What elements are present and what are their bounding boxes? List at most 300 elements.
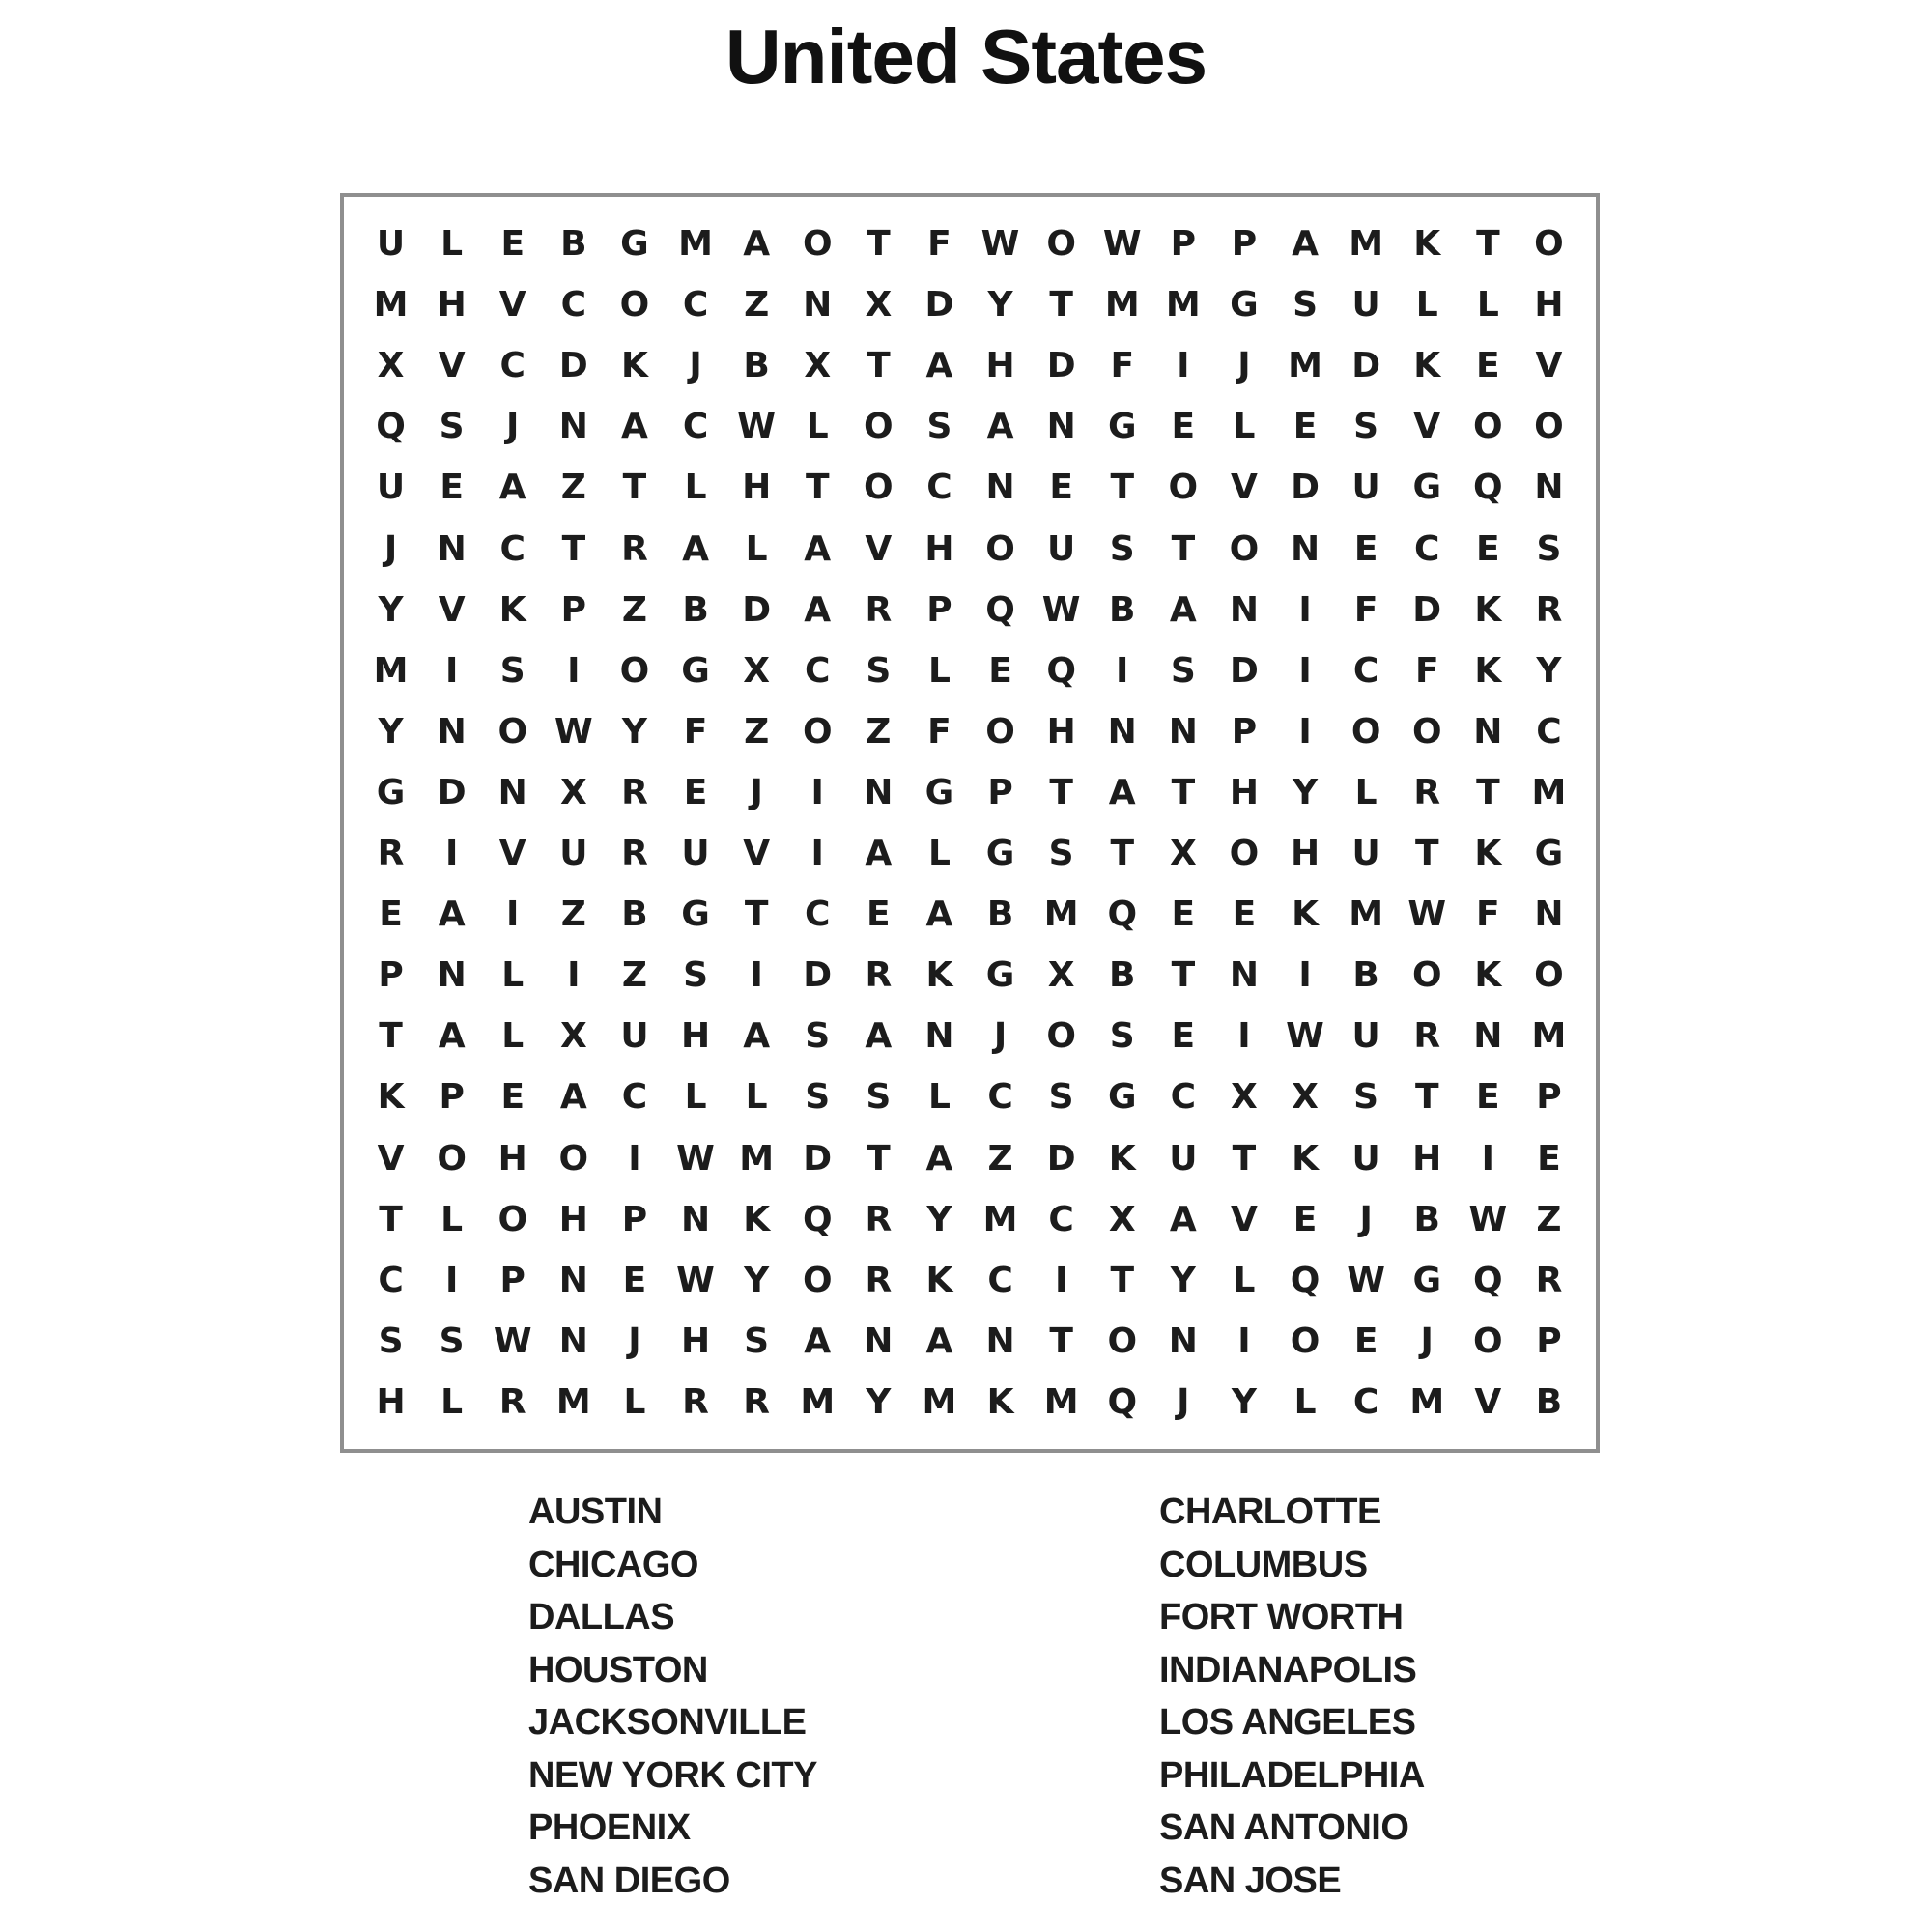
grid-cell[interactable]: H: [742, 468, 772, 508]
grid-cell[interactable]: L: [927, 834, 951, 874]
grid-cell[interactable]: E: [988, 650, 1012, 691]
grid-cell[interactable]: I: [444, 650, 459, 691]
grid-cell[interactable]: L: [1233, 1260, 1256, 1300]
grid-cell[interactable]: C: [682, 285, 709, 326]
grid-cell[interactable]: V: [438, 589, 466, 630]
grid-cell[interactable]: I: [567, 955, 581, 996]
grid-cell[interactable]: B: [621, 895, 648, 935]
grid-cell[interactable]: M: [982, 1199, 1018, 1239]
grid-cell[interactable]: X: [1169, 834, 1197, 874]
grid-cell[interactable]: H: [1229, 772, 1259, 812]
grid-cell[interactable]: E: [1476, 346, 1500, 386]
grid-cell[interactable]: O: [1107, 1321, 1138, 1361]
grid-cell[interactable]: T: [1476, 224, 1500, 265]
grid-cell[interactable]: G: [1230, 285, 1259, 326]
grid-cell[interactable]: D: [437, 772, 467, 812]
grid-cell[interactable]: A: [743, 1016, 771, 1057]
grid-cell[interactable]: T: [867, 1138, 891, 1179]
grid-cell[interactable]: T: [622, 468, 647, 508]
grid-cell[interactable]: S: [1293, 285, 1318, 326]
grid-cell[interactable]: B: [1413, 1199, 1440, 1239]
grid-cell[interactable]: K: [620, 346, 648, 386]
grid-cell[interactable]: O: [437, 1138, 467, 1179]
grid-cell[interactable]: W: [676, 1260, 715, 1300]
grid-cell[interactable]: A: [865, 834, 893, 874]
grid-cell[interactable]: I: [810, 834, 824, 874]
grid-cell[interactable]: M: [800, 1381, 836, 1422]
grid-cell[interactable]: E: [867, 895, 891, 935]
grid-cell[interactable]: I: [1298, 955, 1312, 996]
grid-cell[interactable]: E: [683, 772, 708, 812]
grid-cell[interactable]: K: [1474, 589, 1502, 630]
grid-cell[interactable]: X: [1292, 1077, 1319, 1118]
grid-cell[interactable]: E: [1353, 528, 1378, 569]
grid-cell[interactable]: M: [922, 1381, 957, 1422]
grid-cell[interactable]: P: [378, 955, 404, 996]
grid-cell[interactable]: N: [1229, 589, 1259, 630]
grid-cell[interactable]: N: [558, 1260, 588, 1300]
grid-cell[interactable]: R: [1535, 589, 1563, 630]
grid-cell[interactable]: O: [802, 711, 833, 752]
grid-cell[interactable]: I: [628, 1138, 641, 1179]
grid-cell[interactable]: I: [444, 834, 459, 874]
grid-cell[interactable]: R: [621, 772, 648, 812]
grid-cell[interactable]: O: [1534, 407, 1564, 447]
grid-cell[interactable]: R: [743, 1381, 770, 1422]
grid-cell[interactable]: A: [1108, 772, 1136, 812]
grid-cell[interactable]: G: [1412, 1260, 1442, 1300]
grid-cell[interactable]: S: [1353, 1077, 1379, 1118]
grid-cell[interactable]: C: [499, 528, 526, 569]
grid-cell[interactable]: A: [925, 895, 953, 935]
grid-cell[interactable]: G: [620, 224, 649, 265]
grid-cell[interactable]: Z: [1536, 1199, 1562, 1239]
grid-cell[interactable]: N: [437, 528, 467, 569]
grid-cell[interactable]: N: [558, 407, 588, 447]
grid-cell[interactable]: H: [437, 285, 467, 326]
grid-cell[interactable]: X: [377, 346, 405, 386]
grid-cell[interactable]: H: [680, 1321, 711, 1361]
grid-cell[interactable]: G: [985, 834, 1015, 874]
grid-cell[interactable]: V: [498, 285, 526, 326]
grid-cell[interactable]: D: [558, 346, 588, 386]
grid-cell[interactable]: H: [497, 1138, 527, 1179]
grid-cell[interactable]: Q: [1107, 895, 1138, 935]
grid-cell[interactable]: E: [622, 1260, 647, 1300]
grid-cell[interactable]: N: [1473, 711, 1503, 752]
grid-cell[interactable]: G: [985, 955, 1015, 996]
grid-cell[interactable]: A: [925, 346, 953, 386]
grid-cell[interactable]: S: [1109, 1016, 1135, 1057]
grid-cell[interactable]: N: [1107, 711, 1137, 752]
grid-cell[interactable]: C: [1048, 1199, 1074, 1239]
grid-cell[interactable]: S: [499, 650, 526, 691]
grid-cell[interactable]: I: [1298, 589, 1312, 630]
grid-cell[interactable]: V: [1231, 1199, 1258, 1239]
grid-cell[interactable]: M: [1409, 1381, 1445, 1422]
grid-cell[interactable]: L: [684, 468, 707, 508]
grid-cell[interactable]: G: [1534, 834, 1564, 874]
grid-cell[interactable]: E: [440, 468, 464, 508]
grid-cell[interactable]: A: [438, 895, 466, 935]
grid-cell[interactable]: I: [1177, 346, 1190, 386]
grid-cell[interactable]: Y: [926, 1199, 952, 1239]
grid-cell[interactable]: T: [1476, 772, 1500, 812]
grid-cell[interactable]: U: [1351, 1138, 1380, 1179]
grid-cell[interactable]: T: [379, 1016, 403, 1057]
grid-cell[interactable]: Q: [1046, 650, 1076, 691]
grid-cell[interactable]: Z: [987, 1138, 1013, 1179]
grid-cell[interactable]: M: [373, 285, 409, 326]
grid-cell[interactable]: P: [439, 1077, 465, 1118]
grid-cell[interactable]: J: [1177, 1381, 1190, 1422]
grid-cell[interactable]: P: [560, 589, 587, 630]
grid-cell[interactable]: M: [1531, 772, 1567, 812]
grid-cell[interactable]: H: [1412, 1138, 1442, 1179]
grid-cell[interactable]: V: [498, 834, 526, 874]
grid-cell[interactable]: B: [1109, 955, 1136, 996]
grid-cell[interactable]: R: [621, 834, 648, 874]
grid-cell[interactable]: Q: [1473, 1260, 1503, 1300]
grid-cell[interactable]: O: [864, 407, 894, 447]
grid-cell[interactable]: Q: [1107, 1381, 1138, 1422]
grid-cell[interactable]: O: [1534, 955, 1564, 996]
grid-cell[interactable]: E: [1476, 528, 1500, 569]
grid-cell[interactable]: Y: [987, 285, 1013, 326]
grid-cell[interactable]: X: [804, 346, 832, 386]
grid-cell[interactable]: M: [1531, 1016, 1567, 1057]
grid-cell[interactable]: L: [1293, 1381, 1317, 1422]
grid-cell[interactable]: O: [1411, 711, 1442, 752]
grid-cell[interactable]: O: [619, 285, 650, 326]
grid-cell[interactable]: C: [378, 1260, 404, 1300]
grid-cell[interactable]: V: [438, 346, 466, 386]
grid-cell[interactable]: V: [1474, 1381, 1502, 1422]
grid-cell[interactable]: V: [1413, 407, 1441, 447]
grid-cell[interactable]: Y: [378, 589, 404, 630]
grid-cell[interactable]: L: [440, 1199, 464, 1239]
grid-cell[interactable]: W: [1286, 1016, 1324, 1057]
grid-cell[interactable]: R: [621, 528, 648, 569]
grid-cell[interactable]: T: [1171, 955, 1196, 996]
grid-cell[interactable]: E: [1171, 407, 1196, 447]
grid-cell[interactable]: Z: [560, 468, 586, 508]
grid-cell[interactable]: T: [1110, 1260, 1135, 1300]
grid-cell[interactable]: V: [1535, 346, 1563, 386]
grid-cell[interactable]: I: [1298, 711, 1312, 752]
grid-cell[interactable]: M: [678, 224, 713, 265]
grid-cell[interactable]: O: [497, 1199, 528, 1239]
grid-cell[interactable]: T: [1049, 1321, 1073, 1361]
grid-cell[interactable]: E: [1171, 895, 1196, 935]
grid-cell[interactable]: O: [985, 528, 1015, 569]
grid-cell[interactable]: S: [1536, 528, 1562, 569]
grid-cell[interactable]: Q: [1473, 468, 1503, 508]
grid-cell[interactable]: Z: [560, 895, 586, 935]
grid-cell[interactable]: T: [1049, 772, 1073, 812]
grid-cell[interactable]: R: [498, 1381, 526, 1422]
grid-cell[interactable]: I: [1054, 1260, 1068, 1300]
grid-cell[interactable]: O: [1046, 1016, 1076, 1057]
grid-cell[interactable]: C: [987, 1077, 1013, 1118]
grid-cell[interactable]: R: [865, 1199, 893, 1239]
grid-cell[interactable]: C: [1414, 528, 1440, 569]
grid-cell[interactable]: G: [1412, 468, 1442, 508]
grid-cell[interactable]: W: [1407, 895, 1447, 935]
grid-cell[interactable]: P: [987, 772, 1013, 812]
grid-cell[interactable]: O: [1229, 834, 1260, 874]
grid-cell[interactable]: O: [619, 650, 650, 691]
grid-cell[interactable]: K: [1474, 834, 1502, 874]
grid-cell[interactable]: L: [745, 1077, 768, 1118]
grid-cell[interactable]: L: [745, 528, 768, 569]
grid-cell[interactable]: D: [803, 1138, 833, 1179]
grid-cell[interactable]: L: [1476, 285, 1499, 326]
grid-cell[interactable]: S: [805, 1077, 831, 1118]
grid-cell[interactable]: Z: [621, 955, 647, 996]
grid-cell[interactable]: K: [498, 589, 526, 630]
grid-cell[interactable]: F: [683, 711, 708, 752]
grid-cell[interactable]: A: [1169, 1199, 1197, 1239]
grid-cell[interactable]: T: [1414, 1077, 1439, 1118]
grid-cell[interactable]: T: [561, 528, 586, 569]
grid-cell[interactable]: B: [1352, 955, 1379, 996]
grid-cell[interactable]: M: [1043, 1381, 1079, 1422]
grid-cell[interactable]: L: [440, 1381, 464, 1422]
grid-cell[interactable]: V: [1231, 468, 1258, 508]
grid-cell[interactable]: I: [506, 895, 520, 935]
grid-cell[interactable]: L: [1415, 285, 1438, 326]
grid-cell[interactable]: N: [1168, 711, 1198, 752]
grid-cell[interactable]: D: [1229, 650, 1259, 691]
grid-cell[interactable]: S: [683, 955, 708, 996]
grid-cell[interactable]: Y: [1231, 1381, 1257, 1422]
grid-cell[interactable]: S: [378, 1321, 404, 1361]
grid-cell[interactable]: Z: [744, 285, 770, 326]
grid-cell[interactable]: V: [377, 1138, 405, 1179]
grid-cell[interactable]: I: [750, 955, 763, 996]
grid-cell[interactable]: N: [558, 1321, 588, 1361]
grid-cell[interactable]: L: [1354, 772, 1378, 812]
grid-cell[interactable]: M: [739, 1138, 775, 1179]
grid-cell[interactable]: J: [384, 528, 398, 569]
grid-cell[interactable]: N: [1473, 1016, 1503, 1057]
grid-cell[interactable]: E: [1049, 468, 1073, 508]
grid-cell[interactable]: I: [1116, 650, 1129, 691]
grid-cell[interactable]: T: [805, 468, 830, 508]
grid-cell[interactable]: O: [558, 1138, 589, 1179]
grid-cell[interactable]: E: [500, 1077, 526, 1118]
grid-cell[interactable]: S: [926, 407, 952, 447]
grid-cell[interactable]: C: [499, 346, 526, 386]
grid-cell[interactable]: N: [985, 468, 1015, 508]
grid-cell[interactable]: B: [986, 895, 1014, 935]
grid-cell[interactable]: T: [1049, 285, 1073, 326]
grid-cell[interactable]: R: [1413, 772, 1441, 812]
grid-cell[interactable]: Y: [378, 711, 404, 752]
grid-cell[interactable]: C: [1170, 1077, 1197, 1118]
grid-cell[interactable]: T: [1110, 468, 1135, 508]
grid-cell[interactable]: N: [497, 772, 527, 812]
grid-cell[interactable]: N: [680, 1199, 711, 1239]
grid-cell[interactable]: N: [1290, 528, 1321, 569]
grid-cell[interactable]: I: [1481, 1138, 1495, 1179]
grid-cell[interactable]: I: [567, 650, 581, 691]
grid-cell[interactable]: F: [1414, 650, 1439, 691]
grid-cell[interactable]: A: [925, 1138, 953, 1179]
grid-cell[interactable]: K: [1292, 895, 1319, 935]
grid-cell[interactable]: J: [506, 407, 520, 447]
grid-cell[interactable]: T: [1171, 772, 1196, 812]
grid-cell[interactable]: H: [1290, 834, 1321, 874]
grid-cell[interactable]: O: [1350, 711, 1381, 752]
grid-cell[interactable]: K: [986, 1381, 1014, 1422]
grid-cell[interactable]: Z: [866, 711, 892, 752]
grid-cell[interactable]: C: [926, 468, 952, 508]
grid-cell[interactable]: A: [682, 528, 709, 569]
grid-cell[interactable]: Q: [985, 589, 1015, 630]
grid-cell[interactable]: U: [1047, 528, 1076, 569]
grid-cell[interactable]: O: [497, 711, 528, 752]
grid-cell[interactable]: L: [501, 955, 525, 996]
grid-cell[interactable]: R: [377, 834, 405, 874]
grid-cell[interactable]: A: [438, 1016, 466, 1057]
grid-cell[interactable]: R: [865, 589, 893, 630]
grid-cell[interactable]: Y: [744, 1260, 770, 1300]
grid-cell[interactable]: A: [865, 1016, 893, 1057]
grid-cell[interactable]: J: [689, 346, 702, 386]
grid-cell[interactable]: S: [1048, 834, 1074, 874]
grid-cell[interactable]: X: [1231, 1077, 1258, 1118]
grid-cell[interactable]: J: [750, 772, 763, 812]
grid-cell[interactable]: W: [1347, 1260, 1385, 1300]
grid-cell[interactable]: M: [555, 1381, 591, 1422]
grid-cell[interactable]: O: [1046, 224, 1076, 265]
grid-cell[interactable]: O: [1473, 1321, 1503, 1361]
grid-cell[interactable]: P: [1231, 711, 1258, 752]
grid-cell[interactable]: Z: [744, 711, 770, 752]
grid-cell[interactable]: H: [376, 1381, 406, 1422]
grid-cell[interactable]: H: [924, 528, 954, 569]
grid-cell[interactable]: E: [1293, 1199, 1318, 1239]
grid-cell[interactable]: R: [1413, 1016, 1441, 1057]
grid-cell[interactable]: K: [1413, 224, 1441, 265]
grid-cell[interactable]: H: [680, 1016, 711, 1057]
grid-cell[interactable]: I: [810, 772, 824, 812]
grid-cell[interactable]: D: [1412, 589, 1442, 630]
grid-cell[interactable]: R: [682, 1381, 709, 1422]
letter-grid[interactable]: [360, 213, 1579, 1433]
grid-cell[interactable]: L: [684, 1077, 707, 1118]
grid-cell[interactable]: B: [743, 346, 770, 386]
grid-cell[interactable]: E: [1353, 1321, 1378, 1361]
grid-cell[interactable]: X: [559, 772, 587, 812]
grid-cell[interactable]: D: [1351, 346, 1381, 386]
grid-cell[interactable]: G: [924, 772, 954, 812]
grid-cell[interactable]: Y: [866, 1381, 892, 1422]
grid-cell[interactable]: S: [866, 1077, 892, 1118]
grid-cell[interactable]: N: [437, 711, 467, 752]
grid-cell[interactable]: N: [803, 285, 833, 326]
grid-cell[interactable]: O: [1290, 1321, 1321, 1361]
grid-cell[interactable]: M: [1165, 285, 1201, 326]
grid-cell[interactable]: F: [927, 711, 952, 752]
grid-cell[interactable]: I: [1237, 1321, 1251, 1361]
grid-cell[interactable]: E: [1293, 407, 1318, 447]
grid-cell[interactable]: C: [1352, 1381, 1379, 1422]
grid-cell[interactable]: Y: [1536, 650, 1562, 691]
grid-cell[interactable]: A: [804, 589, 832, 630]
grid-cell[interactable]: K: [1292, 1138, 1319, 1179]
grid-cell[interactable]: H: [1046, 711, 1076, 752]
grid-cell[interactable]: L: [440, 224, 464, 265]
grid-cell[interactable]: O: [1534, 224, 1564, 265]
grid-cell[interactable]: L: [927, 650, 951, 691]
grid-cell[interactable]: A: [1169, 589, 1197, 630]
grid-cell[interactable]: U: [1169, 1138, 1198, 1179]
grid-cell[interactable]: V: [743, 834, 771, 874]
grid-cell[interactable]: V: [865, 528, 893, 569]
grid-cell[interactable]: W: [554, 711, 593, 752]
grid-cell[interactable]: I: [444, 1260, 459, 1300]
grid-cell[interactable]: M: [1349, 224, 1384, 265]
grid-cell[interactable]: L: [1233, 407, 1256, 447]
grid-cell[interactable]: S: [439, 407, 465, 447]
grid-cell[interactable]: H: [985, 346, 1015, 386]
grid-cell[interactable]: E: [500, 224, 526, 265]
grid-cell[interactable]: Q: [802, 1199, 833, 1239]
grid-cell[interactable]: O: [1473, 407, 1503, 447]
grid-cell[interactable]: P: [1231, 224, 1258, 265]
grid-cell[interactable]: T: [867, 224, 891, 265]
grid-cell[interactable]: W: [1041, 589, 1081, 630]
grid-cell[interactable]: M: [1043, 895, 1079, 935]
grid-cell[interactable]: L: [623, 1381, 646, 1422]
grid-cell[interactable]: S: [1048, 1077, 1074, 1118]
grid-cell[interactable]: A: [559, 1077, 587, 1118]
grid-cell[interactable]: T: [1414, 834, 1439, 874]
grid-cell[interactable]: P: [499, 1260, 526, 1300]
grid-cell[interactable]: K: [377, 1077, 405, 1118]
grid-cell[interactable]: F: [1476, 895, 1500, 935]
grid-cell[interactable]: G: [376, 772, 406, 812]
grid-cell[interactable]: O: [802, 224, 833, 265]
grid-cell[interactable]: H: [558, 1199, 588, 1239]
grid-cell[interactable]: G: [681, 895, 710, 935]
grid-cell[interactable]: L: [806, 407, 829, 447]
grid-cell[interactable]: D: [1046, 1138, 1076, 1179]
grid-cell[interactable]: D: [924, 285, 954, 326]
grid-cell[interactable]: W: [980, 224, 1020, 265]
grid-cell[interactable]: G: [681, 650, 710, 691]
grid-cell[interactable]: X: [865, 285, 893, 326]
grid-cell[interactable]: F: [1353, 589, 1378, 630]
grid-cell[interactable]: T: [867, 346, 891, 386]
grid-cell[interactable]: O: [864, 468, 894, 508]
grid-cell[interactable]: I: [1237, 1016, 1251, 1057]
grid-cell[interactable]: B: [560, 224, 587, 265]
grid-cell[interactable]: U: [1351, 1016, 1380, 1057]
grid-cell[interactable]: K: [1474, 650, 1502, 691]
grid-cell[interactable]: T: [1232, 1138, 1257, 1179]
grid-cell[interactable]: K: [743, 1199, 771, 1239]
grid-cell[interactable]: C: [805, 895, 831, 935]
grid-cell[interactable]: M: [1288, 346, 1322, 386]
grid-cell[interactable]: D: [1291, 468, 1320, 508]
grid-cell[interactable]: A: [804, 1321, 832, 1361]
grid-cell[interactable]: U: [1351, 834, 1380, 874]
grid-cell[interactable]: G: [1107, 407, 1137, 447]
